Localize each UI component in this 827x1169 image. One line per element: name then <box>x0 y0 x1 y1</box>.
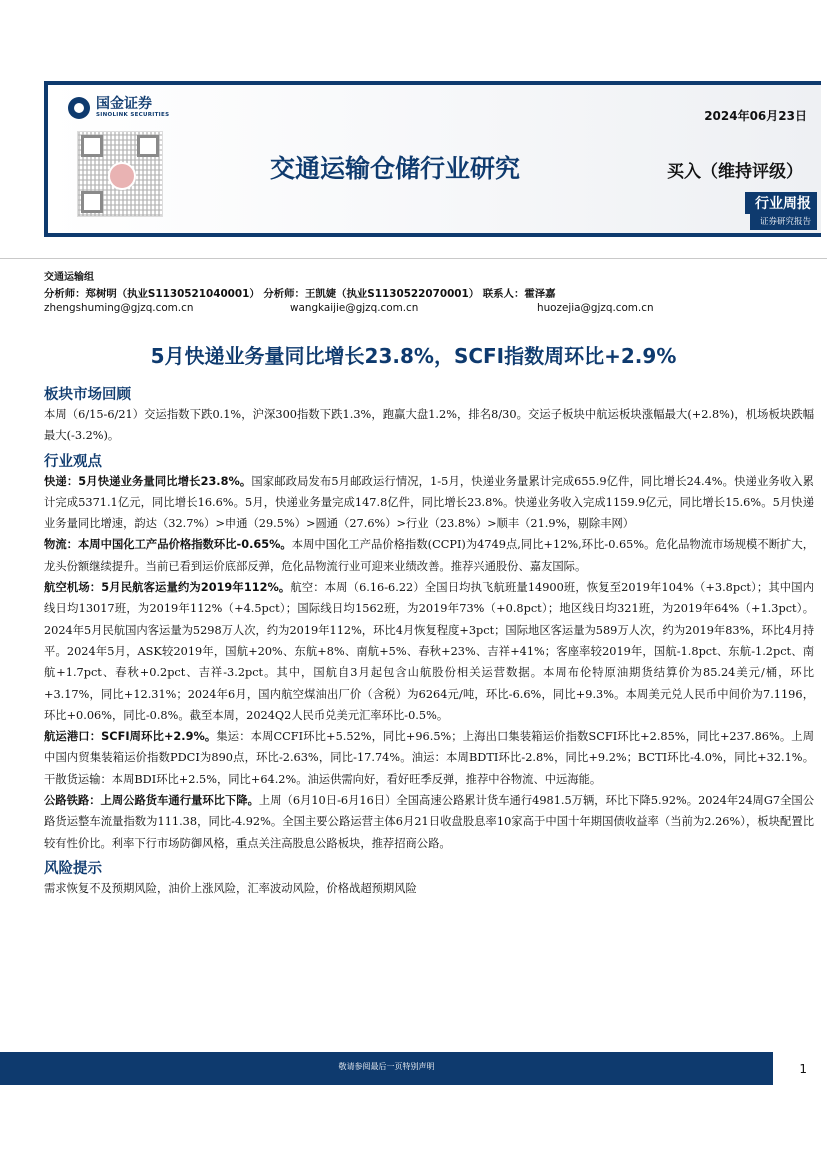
research-group: 交通运输组 <box>44 272 94 283</box>
view-lead: 物流：本周中国化工产品价格指数环比-0.65%。 <box>44 538 292 552</box>
section-title-risk: 风险提示 <box>44 860 102 877</box>
view-text: 上周（6月10日-6月16日）全国高速公路累计货车通行4981.5万辆，环比下降5.92%。2024年24周G7全国公路货运整车流量指数为111.38，同比-4.92%。全国主要公路运营主体6月21日收盘股息率10家高于中国十年期国债收益率（当前为2.26%），板块配置比较有性价比。利率下行市场防御风格，重点关注高股息公路板块，推荐招商公路。 <box>44 794 814 850</box>
divider <box>0 258 827 259</box>
report-subtype: 证券研究报告 <box>750 213 817 230</box>
view-lead: 航运港口：SCFI周环比+2.9%。 <box>44 730 217 744</box>
logo-name-en: SINOLINK SECURITIES <box>96 112 170 119</box>
analyst-list: 分析师：郑树明（执业S1130521040001） 分析师：王凯婕（执业S1130522070001） 联系人：霍泽嘉 <box>44 288 556 300</box>
report-date: 2024年06月23日 <box>704 109 807 123</box>
section-title-market: 板块市场回顾 <box>44 387 131 403</box>
view-paragraph-aviation <box>44 577 814 726</box>
logo-mark-icon <box>68 97 90 119</box>
company-logo <box>68 97 169 119</box>
contact-email[interactable]: huozejia@gjzq.com.cn <box>537 302 654 314</box>
report-banner <box>44 81 821 237</box>
report-type: 行业周报 <box>745 192 817 214</box>
market-review-text: 本周（6/15-6/21）交运指数下跌0.1%，沪深300指数下跌1.3%，跑赢大盘1.2%，排名8/30。交运子板块中航运板块涨幅最大(+2.8%)，机场板块跌幅最大(-3.2%)。 <box>44 408 814 443</box>
report-title: 交通运输仓储行业研究 <box>270 154 521 183</box>
view-lead: 航空机场：5月民航客运量约为2019年112%。 <box>44 581 291 595</box>
view-paragraph-express <box>44 471 814 535</box>
view-paragraph-shipping <box>44 726 814 790</box>
view-lead: 快递：5月快递业务量同比增长23.8%。 <box>44 474 252 488</box>
view-paragraph-highway <box>44 790 814 854</box>
footer-disclaimer: 敬请参阅最后一页特别声明 <box>338 1062 435 1071</box>
view-paragraph-logistics <box>44 534 814 577</box>
view-text: 集运：本周CCFI环比+5.52%，同比+96.5%；上海出口集装箱运价指数SCFI环比+2.85%，同比+237.86%。上周中国内贸集装箱运价指数PDCI为890点，环比-2.63%，同比-17.74%。油运：本周BDTI环比-2.8%，同比+9.2%；BCTI环比-4.0%，同比+32.1%。干散货运输：本周BDI环比+2.5%，同比+64.2%。油运供需向好，看好旺季反弹，推荐中谷物流、中远海能。 <box>44 730 814 786</box>
analyst-email[interactable]: zhengshuming@gjzq.com.cn <box>44 302 194 314</box>
logo-name-cn: 国金证券 <box>96 96 152 113</box>
page-number: 1 <box>799 1062 807 1076</box>
view-text: 本周中国化工产品价格指数(CCPI)为4749点,同比+12%,环比-0.65%。危化品物流市场规模不断扩大，龙头份额继续提升。当前已看到运价底部反弹，危化品物流行业可迎来业绩改善。推荐兴通股份、嘉友国际。 <box>44 538 814 573</box>
analyst-email[interactable]: wangkaijie@gjzq.com.cn <box>290 302 419 314</box>
rating-label: 买入（维持评级） <box>667 162 803 182</box>
report-body <box>44 386 814 899</box>
view-text: 国家邮政局发布5月邮政运行情况，1-5月，快递业务量累计完成655.9亿件，同比增长24.4%。快递业务收入累计完成5371.1亿元，同比增长16.6%。5月，快递业务量完成147.8亿件，同比增长23.8%。快递业务收入完成1159.9亿元，同比增长15.6%。5月快递业务量同比增速，韵达（32.7%）>申通（29.5%）>圆通（27.6%）>行业（23.8%）>顺丰（21.9%，剔除丰网） <box>44 474 814 531</box>
banner-panel <box>48 85 821 233</box>
section-title-views: 行业观点 <box>44 453 102 470</box>
risk-text: 需求恢复不及预期风险，油价上涨风险，汇率波动风险，价格战超预期风险 <box>44 881 417 895</box>
report-headline: 5月快递业务量同比增长23.8%，SCFI指数周环比+2.9% <box>150 344 677 368</box>
view-lead: 公路铁路：上周公路货车通行量环比下降。 <box>44 794 259 808</box>
view-text: 航空：本周（6.16-6.22）全国日均执飞航班量14900班，恢复至2019年104%（+3.8pct）；其中国内线日均13017班，为2019年112%（+4.5pct）；国际线日均1562班，为2019年73%（+0.8pct）；地区线日均321班，为2019年64%（+1.3pct）。2024年5月民航国内客运量为5298万人次，约为2019年112%，环比4月恢复程度+3pct；国际地区客运量为589万人次，约为2019年83%，环比4月持平。2024年5月，ASK较2019年，国航+20%、东航+8%、南航+5%、春秋+23%、吉祥+41%；客座率较2019年，国航-1.8pct、东航-1.2pct、南航+1.7pct、春秋+0.2pct、吉祥-3.2pct。其中，国航自3月起包含山航股份相关运营数据。本周布伦特原油期货结算价为85.24美元/桶，环比+3.17%，同比+12.31%；2024年6月，国内航空煤油出厂价（含税）为6264元/吨，环比-6.6%，同比+9.3%。本周美元兑人民币中间价为7.1196，环比+0.06%，同比-0.8%。截至本周，2024Q2人民币兑美元汇率环比-0.5%。 <box>44 581 814 722</box>
qr-code-icon <box>77 131 163 217</box>
